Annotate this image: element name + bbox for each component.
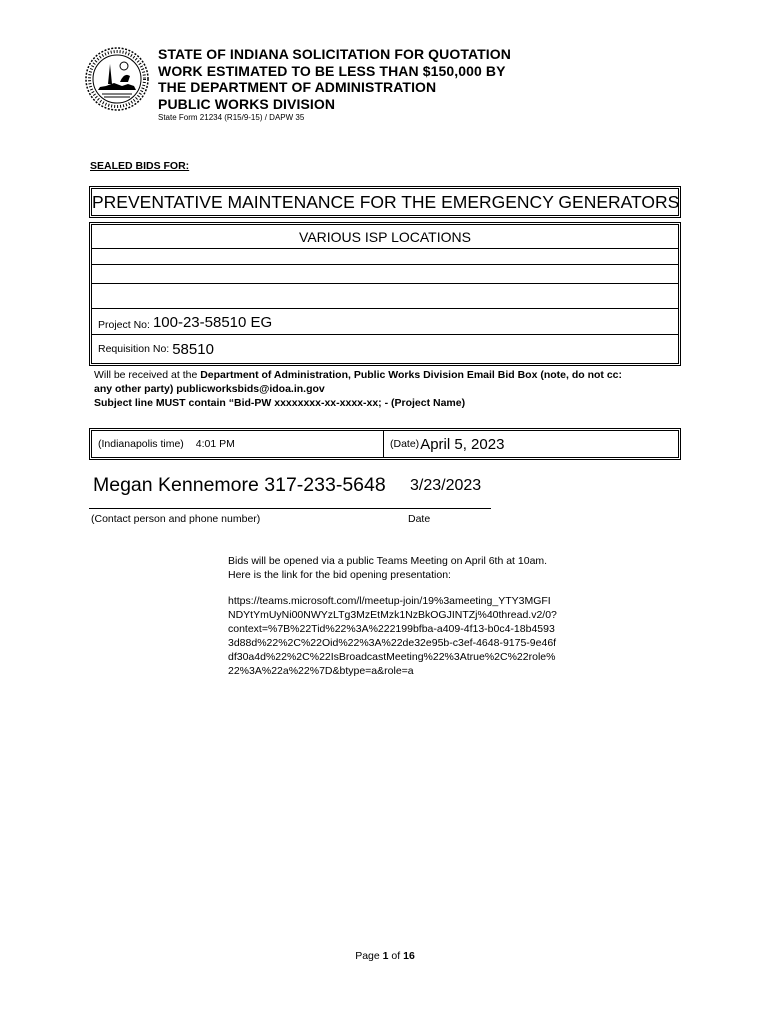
project-details-box [89, 222, 681, 366]
blank-row [92, 249, 678, 265]
document-header [158, 46, 511, 122]
received-line-3: Subject line MUST contain “Bid-PW xxxxxxxx-xx-xxxx-xx; - (Project Name) [94, 397, 466, 409]
project-no-value: 100-23-58510 EG [152, 314, 273, 331]
header-line-4: PUBLIC WORKS DIVISION [158, 95, 336, 112]
page-word: Page [355, 950, 380, 962]
page-number: 1 [382, 950, 389, 962]
received-line-1b: Department of Administration, Public Works Division Email Bid Box (note, do not cc: [200, 369, 623, 381]
signature-line [89, 508, 491, 509]
sealed-bids-label: SEALED BIDS FOR: [90, 160, 190, 172]
contact-date-label: Date [408, 513, 431, 525]
deadline-box [89, 428, 681, 460]
date-value: April 5, 2023 [420, 435, 505, 453]
project-title: PREVENTATIVE MAINTENANCE FOR THE EMERGENCY GENERATORS [92, 192, 680, 212]
date-label: (Date) [390, 438, 420, 450]
received-line-1a: Will be received at the [94, 369, 201, 381]
bid-opening-note: Bids will be opened via a public Teams Meeting on April 6th at 10am. Here is the link for the bid opening presentation: [228, 555, 548, 581]
deadline-date-cell [384, 431, 678, 457]
requisition-row [92, 335, 678, 363]
contact-label: (Contact person and phone number) [91, 513, 261, 525]
received-line-2: any other party) publicworksbids@idoa.in.gov [94, 383, 325, 395]
project-no-label: Project No: [98, 319, 150, 331]
contact-date: 3/23/2023 [410, 477, 482, 494]
project-subtitle: VARIOUS ISP LOCATIONS [92, 225, 678, 249]
page-total: 16 [403, 950, 415, 962]
received-instructions [94, 368, 622, 410]
time-label: (Indianapolis time) [98, 438, 184, 450]
project-number-row [92, 309, 678, 335]
form-number: State Form 21234 (R15/9-15) / DAPW 35 [158, 113, 305, 122]
project-title-box [89, 186, 681, 218]
teams-meeting-link[interactable]: https://teams.microsoft.com/l/meetup-join/19%3ameeting_YTY3MGFINDYtYmUyNi00NWYzLTg3MzEtMzk1NzBkOGJINTZj%40thread.v2/0?context=%7B%22Tid%22%3A%222199bfba-a409-4f13-b0c4-18b45933d88d%22%2C%22Oid%22%3A%22de32e95b-c3ef-4648-9175-9e46fdf30a4d%22%2C%22IsBroadcastMeeting%22%3Atrue%2C%22role%22%3A%22a%22%7D&btype=a&role=a [228, 595, 557, 677]
deadline-time-cell [92, 431, 384, 457]
blank-row [92, 284, 678, 309]
contact-person: Megan Kennemore 317-233-5648 [93, 474, 386, 496]
state-seal-icon [84, 46, 150, 112]
requisition-value: 58510 [172, 340, 214, 358]
header-line-1: STATE OF INDIANA SOLICITATION FOR QUOTATION [158, 46, 511, 62]
blank-row [92, 265, 678, 284]
time-value: 4:01 PM [195, 438, 235, 450]
page-footer [0, 950, 770, 962]
of-word: of [391, 950, 401, 962]
header-line-2: WORK ESTIMATED TO BE LESS THAN $150,000 BY [158, 62, 506, 79]
header-line-3: THE DEPARTMENT OF ADMINISTRATION [158, 79, 437, 95]
requisition-label: Requisition No: [98, 343, 170, 355]
